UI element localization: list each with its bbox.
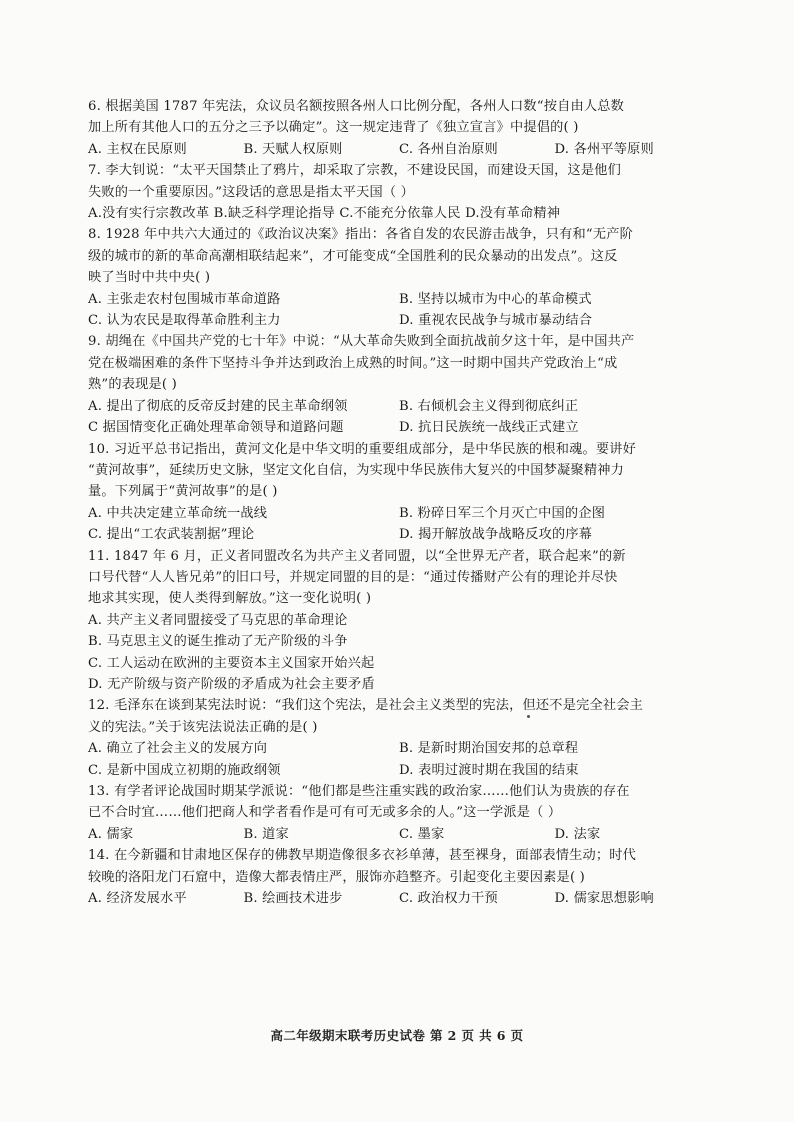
option-row xyxy=(88,674,710,695)
option-row xyxy=(88,203,710,224)
option-row xyxy=(88,289,710,310)
question-stem-line: 11. 1847 年 6 月，正义者同盟改名为共产主义者同盟，以“全世界无产者，联合起来”的新 xyxy=(88,548,626,564)
answer-option: D. 抗日民族统一战线正式建立 xyxy=(399,420,579,436)
question-list xyxy=(88,96,710,909)
question-12 xyxy=(88,695,710,781)
question-stem-line: 已不合时宜……他们把商人和学者看作是可有可无或多余的人。”这一学派是（ ） xyxy=(88,805,562,821)
option-row xyxy=(88,417,710,438)
question-8 xyxy=(88,224,710,331)
answer-option: D. 表明过渡时期在我国的结束 xyxy=(399,762,579,778)
question-9 xyxy=(88,331,710,438)
option-row xyxy=(88,653,710,674)
question-stem-line: 量。下列属于“黄河故事”的是( ) xyxy=(88,484,278,500)
question-stem-line: 较晚的洛阳龙门石窟中，造像大都表情庄严，服饰亦趋整齐。引起变化主要因素是( ) xyxy=(88,869,586,885)
answer-option: D. 各州平等原则 xyxy=(554,141,654,157)
answer-option: C. 工人运动在欧洲的主要资本主义国家开始兴起 xyxy=(88,655,375,671)
question-11 xyxy=(88,546,710,696)
option-row xyxy=(88,524,710,545)
option-row xyxy=(88,824,710,845)
answer-option: D. 重视农民战争与城市暴动结合 xyxy=(399,313,593,329)
answer-option: C. 提出“工农武装割据”理论 xyxy=(88,527,255,543)
scan-speck xyxy=(527,715,530,718)
option-row xyxy=(88,760,710,781)
question-stem-line: “黄河故事”，延续历史文脉，坚定文化自信，为实现中华民族伟大复兴的中国梦凝聚精神力 xyxy=(88,462,624,478)
question-stem-line: 级的城市的新的革命高潮相联结起来”，才可能变成“全国胜利的民众暴动的出发点”。这反 xyxy=(88,248,618,264)
option-row xyxy=(88,139,710,160)
answer-option: C 据国情变化正确处理革命领导和道路问题 xyxy=(88,420,344,436)
answer-option: A. 儒家 xyxy=(88,826,134,842)
answer-option: B. 右倾机会主义得到彻底纠正 xyxy=(399,398,579,414)
question-stem-line: 13. 有学者评论战国时期某学派说：“他们都是些注重实践的政治家……他们认为贵族的存在 xyxy=(88,784,630,799)
question-stem-line: 口号代替“人人皆兄弟”的旧口号，并规定同盟的目的是：“通过传播财产公有的理论并尽快 xyxy=(88,569,618,585)
answer-option: B. 马克思主义的诞生推动了无产阶级的斗争 xyxy=(88,634,348,650)
answer-option: B. 道家 xyxy=(243,826,289,842)
answer-option: C. 是新中国成立初期的施政纲领 xyxy=(88,762,281,778)
question-7 xyxy=(88,160,710,224)
answer-option: A. 主权在民原则 xyxy=(88,141,187,157)
answer-option: A. 主张走农村包围城市革命道路 xyxy=(88,291,281,307)
question-stem-line: 12. 毛泽东在谈到某宪法时说：“我们这个宪法，是社会主义类型的宪法，但还不是完全社会主 xyxy=(88,698,644,714)
answer-option: D. 法家 xyxy=(554,826,601,842)
option-row xyxy=(88,503,710,524)
answer-option: A. 经济发展水平 xyxy=(88,891,187,907)
question-stem-line: 失败的一个重要原因。”这段话的意思是指太平天国（ ） xyxy=(88,184,415,200)
question-stem-line: 14. 在今新疆和甘肃地区保存的佛教早期造像很多衣衫单薄，甚至裸身，面部表情生动；时代 xyxy=(88,848,637,864)
question-stem-line: 加上所有其他人口的五分之三予以确定”。这一规定违背了《独立宣言》中提倡的( ) xyxy=(88,120,579,136)
question-stem-line: 6. 根据美国 1787 年宪法，众议员名额按照各州人口比例分配，各州人口数“按自由人总数 xyxy=(88,99,625,114)
answer-option: A. 确立了社会主义的发展方向 xyxy=(88,741,268,757)
answer-option: A. 共产主义者同盟接受了马克思的革命理论 xyxy=(88,612,348,628)
option-row xyxy=(88,631,710,652)
answer-option: C. 各州自治原则 xyxy=(399,141,498,157)
question-10 xyxy=(88,439,710,546)
question-stem-line: 7. 李大钊说：“太平天国禁止了鸦片，却采取了宗教，不建设民国，而建设天国，这是他们 xyxy=(88,163,622,179)
question-stem-line: 党在极端困难的条件下坚持斗争并达到政治上成熟的时间。”这一时期中国共产党政治上“成 xyxy=(88,355,618,371)
answer-option: A.没有实行宗教改革 B.缺乏科学理论指导 C.不能充分依靠人民 D.没有革命精神 xyxy=(88,206,561,222)
answer-option: B. 天赋人权原则 xyxy=(243,141,343,157)
option-row xyxy=(88,738,710,759)
question-stem-line: 映了当时中共中央( ) xyxy=(88,270,211,286)
question-14 xyxy=(88,845,710,909)
answer-option: B. 是新时期治国安邦的总章程 xyxy=(399,741,579,757)
answer-option: B. 绘画技术进步 xyxy=(243,891,343,907)
option-row xyxy=(88,610,710,631)
question-stem-line: 8. 1928 年中共六大通过的《政治议决案》指出：各省自发的农民游击战争，只有和“无产阶 xyxy=(88,227,634,243)
answer-option: D. 揭开解放战争战略反攻的序幕 xyxy=(399,527,593,543)
question-stem-line: 地求其实现，使人类得到解放。”这一变化说明( ) xyxy=(88,591,372,607)
question-6 xyxy=(88,96,710,160)
question-stem-line: 9. 胡绳在《中国共产党的七十年》中说：“从大革命失败到全面抗战前夕这十年，是中国共产 xyxy=(88,334,635,350)
answer-option: D. 儒家思想影响 xyxy=(554,891,654,907)
question-13 xyxy=(88,781,710,845)
answer-option: C. 认为农民是取得革命胜利主力 xyxy=(88,313,281,329)
page-footer: 高二年级期末联考历史试卷 第 2 页 共 6 页 xyxy=(270,1028,524,1043)
option-row xyxy=(88,888,710,909)
answer-option: B. 粉碎日军三个月灭亡中国的企图 xyxy=(399,505,606,521)
answer-option: C. 墨家 xyxy=(399,826,445,842)
answer-option: B. 坚持以城市为中心的革命模式 xyxy=(399,291,592,307)
answer-option: D. 无产阶级与资产阶级的矛盾成为社会主要矛盾 xyxy=(88,676,375,692)
answer-option: A. 提出了彻底的反帝反封建的民主革命纲领 xyxy=(88,398,348,414)
question-stem-line: 义的宪法。”关于该宪法说法正确的是( ) xyxy=(88,719,318,735)
answer-option: C. 政治权力干预 xyxy=(399,891,498,907)
option-row xyxy=(88,396,710,417)
question-stem-line: 10. 习近平总书记指出，黄河文化是中华文明的重要组成部分，是中华民族的根和魂。要讲好 xyxy=(88,441,637,457)
option-row xyxy=(88,310,710,331)
answer-option: A. 中共决定建立革命统一战线 xyxy=(88,505,268,521)
question-stem-line: 熟”的表现是( ) xyxy=(88,377,177,393)
